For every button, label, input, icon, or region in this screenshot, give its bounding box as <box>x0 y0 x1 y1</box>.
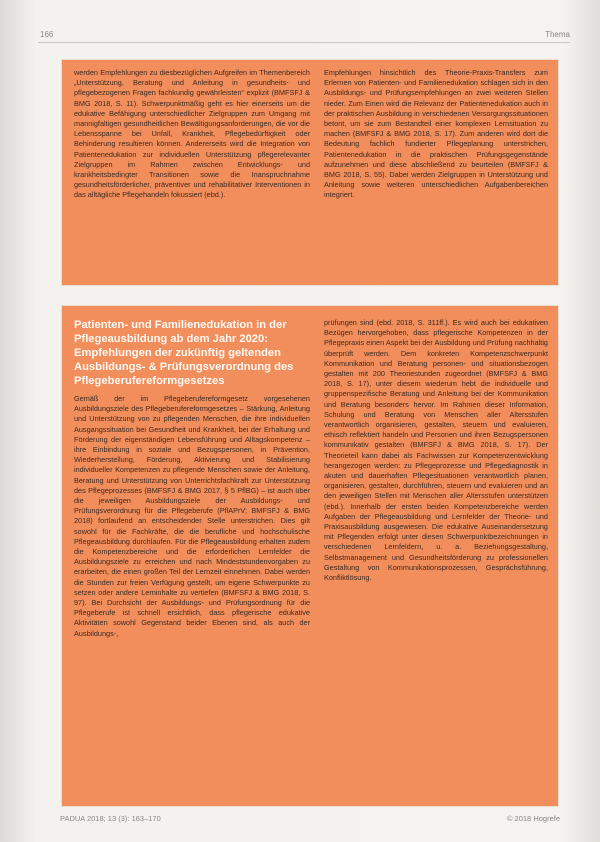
footer-publisher: © 2018 Hogrefe <box>506 814 560 823</box>
running-title: Thema <box>545 30 570 39</box>
page-header <box>40 30 570 42</box>
info-box-top <box>62 60 558 285</box>
paragraph: Gemäß der im Pflegeberufereformgesetz vorgesehenen Ausbildungsziele des Pflegeberufereformgesetzes – Stärkung, Anleitung und Unterstützung von zu pflegenden Menschen, die ihre individuellen Ausgangssituation bei Gesundheit und Krankheit, bei der Erhaltung und Förderung der eigenständigen Lebensführung und Alltagskompetenz – ihre Einbindung in soziale und Bezugspersonen, in Prävention, Wiederherstellung, Förderung, Aktivierung und Stabilisierung individueller Kompetenzen zu pflegende Menschen sowie der Anleitung, Beratung und Unterstützung von Unterrichtsfachkraft zur Unterstützung des Pflegeprozesses (BMFSFJ & BMG 2017, § 5 PflBG) – ist auch über die jeweiligen Ausbildungsziele der Ausbildungs- und Prüfungsverordnung für die Pflegeberufe (PflAPrV; BMFSFJ & BMG 2018) fortlaufend an entscheidender Stelle unterstrichen. Dies gilt sowohl für die Fachkräfte, die die berufliche und hochschulische Pflegeausbildung durchlaufen. Für die Pflegeausbildung erhalten zudem die Kompetenzbereiche und die erforderlichen Lernfelder die Ausbildungsziele zu erreichen und nach Mindeststundenvorgaben zu erarbeiten, die einen großen Teil der Lernzeit einnehmen. Dabei werden die Stunden zur freien Verfügung gestellt, um eigene Schwerpunkte zu setzen oder andere Lerninhalte zu vertiefen (BMFSFJ & BMG 2018, S. 97). Bei Durchsicht der Ausbildungs- und Prüfungsordnung für die Pflegeberufe ist schnell ersichtlich, dass pflegerische edukative Aktivitäten sowohl Gegenstand beider Ebenen sind, als auch der Ausbildungs-, <box>74 394 310 638</box>
page-footer <box>60 814 560 824</box>
info-box-main <box>62 306 558 806</box>
box-heading: Patienten- und Familienedukation in der Pflegeausbildung ab dem Jahr 2020: Empfehlungen der zukünftig geltenden Ausbildungs- & Prüfungsverordnung des Pflegeberufereformgesetzes <box>74 319 294 387</box>
info-box-main-column-left <box>74 318 310 798</box>
info-box-top-column-left <box>74 68 310 277</box>
paragraph: Empfehlungen hinsichtlich des Theorie-Praxis-Transfers zum Erlernen von Patienten- und Familienedukation schlagen sich in den Ausbildungs- und Prüfungsempfehlungen an zwei weiteren Stellen nieder. Zum Einen wird die Relevanz der Patientenedukation auch in der praktischen Ausbildung in verschiedenen Versorgungssituationen betont, um sie zum Bestandteil einer komplexen Lernsituation zu machen (BMFSFJ & BMG 2018, S. 17). Zum anderen wird dort die Bedeutung fachlich fundierter Pflegeplanung unterstrichen, Patientenedukation in die praktischen Prüfungsgegenstände aufzunehmen und diese abschließend zu beurteilen (BMFSFJ & BMG 2018, S. 55). Dabei werden Zielgruppen in Unterstützung und Anleitung sowie weiteren unterschiedlichen Aufgabenbereichen integriert. <box>324 68 548 200</box>
paragraph: werden Empfehlungen zu diesbezüglichen Aufgreifen im Themenbereich „Unterstützung, Beratung und Anleitung in gesundheits- und pflegebezogenen Fragen fachkundig gewährleisten“ explizit (BMFSFJ & BMG 2018, S. 11). Schwerpunktmäßig geht es hier einerseits um die edukative Befähigung unterschiedlicher Zielgruppen zum Umgang mit mannigfaltigen gesundheitlichen Bewältigungsanforderungen, die vor die Lebensspanne bei Unfall, Krankheit, Pflegebedürftigkeit oder Behinderung resultieren können. Andererseits wird die Integration von Patientenedukation zur individuellen Unterstützung pflegerelevanter Zielgruppen im Rahmen zwischen Entwicklungs- und krankheitsbedingter Transitionen sowie die Inanspruchnahme gesundheitsförderlicher, präventiver und rehabilitativer Interventionen in das alltägliche Pflegehandeln fokussiert (ebd.). <box>74 68 310 200</box>
page-number: 166 <box>40 30 54 39</box>
header-divider <box>38 42 570 43</box>
footer-citation: PADUA 2018; 13 (3): 163–170 <box>60 814 161 823</box>
info-box-top-column-right <box>324 68 548 277</box>
paragraph: prüfungen sind (ebd. 2018, S. 311ff.). Es wird auch bei edukativen Bezügen hervorgehoben, dass pflegerische Kompetenzen in der Pflegepraxis einen Aspekt bei der Ausbildung und Prüfung nachhaltig überprüft werden. Dem konkreten Kompetenzschwerpunkt Kommunikation und Beratung personen- und situationsbezogen gestalten mit 200 Theoriestunden zugeordnet (BMFSFJ & BMG 2018, S. 17), unter diesem wiederum hebt die individuelle und gruppenspezifische Beratung und Anleitung bei der Kommunikation und Beratung besonders hervor. Im Rahmen dieser Information, Schulung und Beratung von Menschen aller Altersstufen verantwortlich organisieren, gestalten, steuern und evaluieren, ethisch reflektiert handeln und Personen und ihren Bezugspersonen kommunikativ gestalten (BMFSFJ & BMG 2018, S. 17). Der Theorieteil kann dabei als Fachwissen zur Kompetenzentwicklung herangezogen werden: zu Pflegeprozesse und Pflegediagnostik in akuten und dauerhaften Pflegesituationen verantwortlich planen, organisieren, gestalten, durchführen, steuern und evaluieren und an den jeweiligen Stellen mit Menschen aller Altersstufen unterstützen (ebd.). Innerhalb der ersten beiden Kompetenzbereiche werden Aufgaben der Pflegeausbildung und Lernfelder der Theorie- und Praxisausbildung ausgewiesen. Die edukative Auseinandersetzung mit Pflegenden erfolgt unter diesen Schwerpunktbezeichnungen in verschiedenen Lernfeldern, u. a. Beziehungsgestaltung, Selbstmanagement und Gesundheitsförderung zu professionellen Gestaltung von Kommunikationsprozessen, Gesprächsführung, Konfliktlösung. <box>324 318 548 583</box>
info-box-main-column-right <box>324 318 548 798</box>
